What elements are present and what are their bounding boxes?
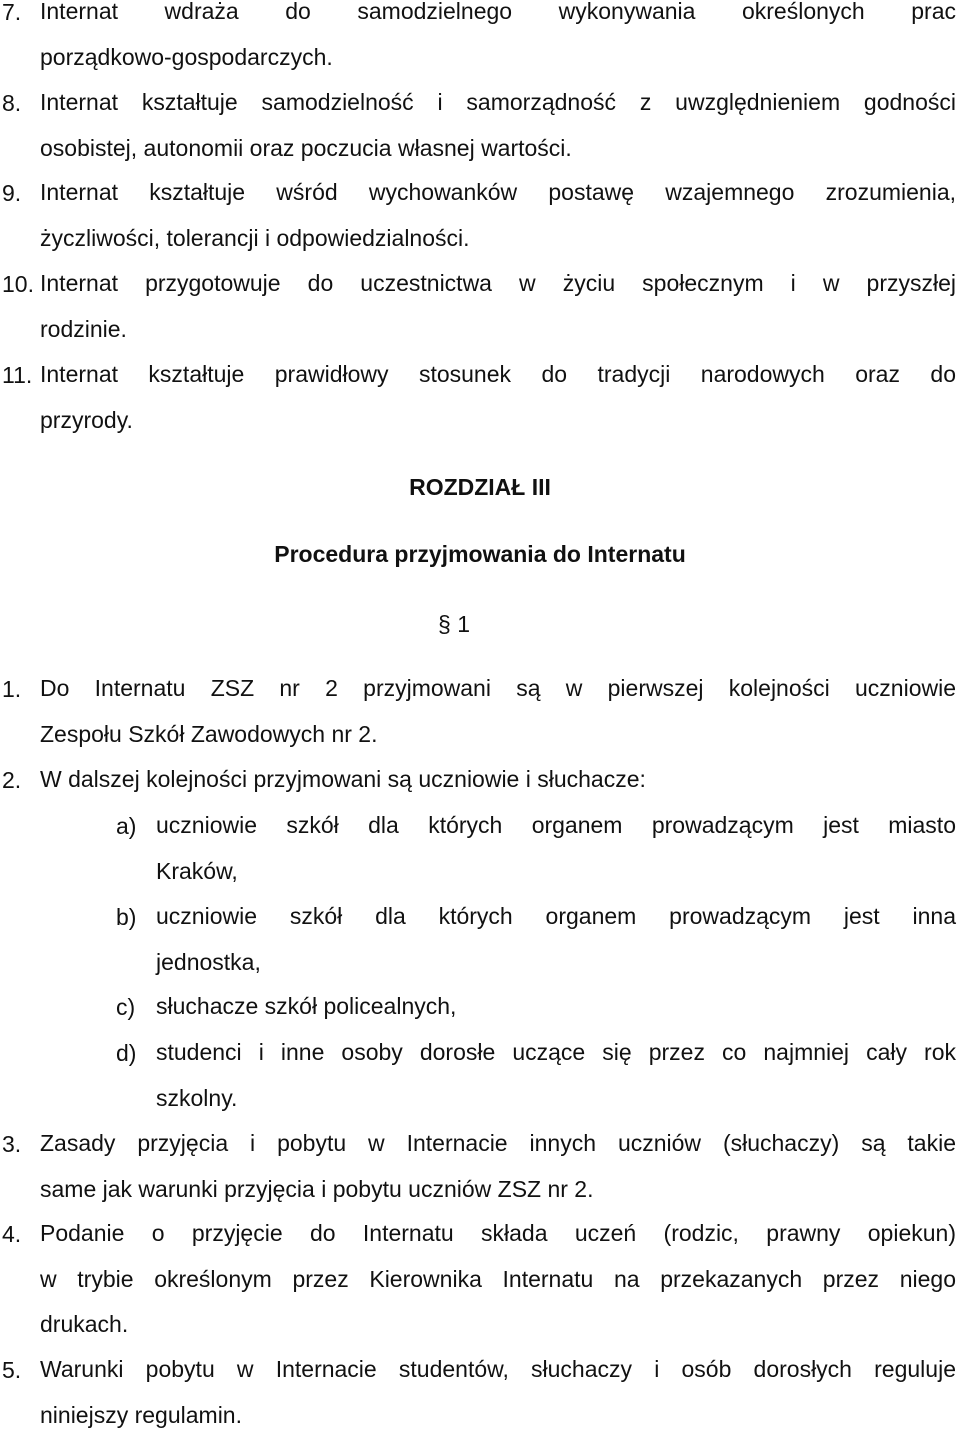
sub-list-letter: a) [116,803,136,849]
text-line: osobistej, autonomii oraz poczucia własnej wartości. [40,126,956,172]
text-line: przyrody. [40,398,956,444]
sub-list-letter: d) [116,1030,136,1076]
list-text [40,0,956,80]
text-line: drukach. [40,1302,956,1348]
list-number: 8. [2,80,21,126]
list-number: 2. [2,757,21,803]
text-line: życzliwości, tolerancji i odpowiedzialności. [40,216,956,262]
text-line: w trybie określonym przez Kierownika Internatu na przekazanych przez niego [40,1257,956,1303]
text-line: Do Internatu ZSZ nr 2 przyjmowani są w pierwszej kolejności uczniowie [40,666,956,712]
text-line: niniejszy regulamin. [40,1393,956,1438]
section-sign: § [438,611,451,637]
text-line: Internat wdraża do samodzielnego wykonywania określonych prac [40,0,956,35]
text-line: uczniowie szkół dla których organem prowadzącym jest miasto [156,803,956,849]
sub-list-text [156,894,956,985]
list-number: 1. [2,666,21,712]
list-number: 3. [2,1121,21,1167]
text-line: słuchacze szkół policealnych, [156,984,956,1030]
sub-list-letter: c) [116,984,135,1030]
text-line: uczniowie szkół dla których organem prowadzącym jest inna [156,894,956,940]
list-number: 5. [2,1347,21,1393]
text-line: Zespołu Szkół Zawodowych nr 2. [40,712,956,758]
chapter-title: ROZDZIAŁ III [0,474,960,501]
text-line: Internat przygotowuje do uczestnictwa w życiu społecznym i w przyszłej [40,261,956,307]
list-text [40,80,956,171]
list-number: 9. [2,170,21,216]
text-line: studenci i inne osoby dorosłe uczące się przez co najmniej cały rok [156,1030,956,1076]
text-line: Kraków, [156,849,956,895]
list-text [40,1347,956,1438]
list-number: 7. [2,0,21,35]
list-text [40,170,956,261]
sub-list-text [156,803,956,894]
list-text [40,1121,956,1212]
list-number: 4. [2,1211,21,1257]
text-line: jednostka, [156,940,956,986]
list-text [40,1211,956,1348]
text-line: szkolny. [156,1076,956,1122]
section-marker [438,604,470,644]
list-number: 11. [2,352,32,398]
text-line: W dalszej kolejności przyjmowani są uczniowie i słuchacze: [40,757,956,803]
sub-list-text [156,1030,956,1121]
list-text [40,666,956,757]
sub-list-text [156,984,956,1030]
list-text [40,261,956,352]
text-line: Internat kształtuje samodzielność i samorządność z uwzględnieniem godności [40,80,956,126]
list-text [40,757,956,803]
list-number: 10. [2,261,34,307]
list-text [40,352,956,443]
sub-list-letter: b) [116,894,136,940]
section-number: 1 [457,611,470,637]
chapter-subtitle: Procedura przyjmowania do Internatu [0,541,960,568]
text-line: Zasady przyjęcia i pobytu w Internacie innych uczniów (słuchaczy) są takie [40,1121,956,1167]
text-line: Warunki pobytu w Internacie studentów, słuchaczy i osób dorosłych reguluje [40,1347,956,1393]
text-line: porządkowo-gospodarczych. [40,35,956,81]
text-line: rodzinie. [40,307,956,353]
text-line: same jak warunki przyjęcia i pobytu uczniów ZSZ nr 2. [40,1167,956,1213]
text-line: Internat kształtuje wśród wychowanków postawę wzajemnego zrozumienia, [40,170,956,216]
text-line: Podanie o przyjęcie do Internatu składa uczeń (rodzic, prawny opiekun) [40,1211,956,1257]
text-line: Internat kształtuje prawidłowy stosunek do tradycji narodowych oraz do [40,352,956,398]
